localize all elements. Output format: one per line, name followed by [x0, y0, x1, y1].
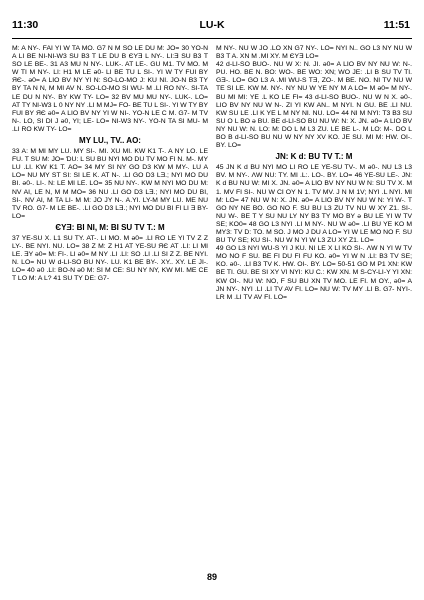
paragraph: M NY-. NU W JO .LO XN G7 NY-. LO= NYI N.. GO L3 NY NU W B3 T A. XN M .MI XY. M ЄYƎ LO=	[216, 45, 412, 61]
page-number: 89	[206, 572, 217, 582]
paragraph: 42 d-LI-SO BUO-. NU W X: N. JI. ǝ0= A LIO BV NY NU W: N-. PU. HO. BE N. BO: WO-. BE WO: XN; WO JE: .LI B SU TV TI. GƎ-. LO= GO L3 A .MI WU-S TƎ, ZO-. M BE. NO. NI TV NU W TE SI LE. KW M. NY-. NY NU W YE NY M A LO= M ǝ0= M NY-. BU MI MI: YE .L KO LE FI= 43 d-LI-SO BUO-. NU W N X. ǝ0-. LIO BV NY NU W N-. ZI YI KW AN.. M NYI. N GU. BE .LI NU. KW SU LE .LI K YE L M NY NI. NU. LO= 44 NI M NYI: T3 B3 SU SU O L BO ǝ BU. BE d-LI-SO BU NU W: N: X. JN. ǝ0= A LIO BV NY NU W: N. LO: M: DO L M L3 ZU. LE BE L-. M LO: M-. DO L BO B d-LI-SO BU NU W NY NY XV KO. JE SU. MI M: HW. OI-. BY. LO=	[216, 61, 412, 150]
section-heading: MY LU., TV.. AO:	[79, 136, 141, 146]
chapter-verse-start: 11:30	[12, 19, 39, 31]
section-heading: ЄYƎ: BI NI, M: BI SU TV T.: M	[55, 222, 165, 232]
header-rule	[12, 38, 412, 39]
text-column-right	[216, 45, 412, 573]
paragraph: 49 GO L3 NYI WU-S YI J KU. NI LE X LI KO SI-. ΛW N YI W TV MO NO F SU. BE FI DU FI FU KO. ǝ0= YI W N .LI: B3 TV SE; KO. ǝ0-. .LI B3 TV K. HW. OI-. BY. LO= 50-51 GO M P1 XN: KW BE TI. GU. BE SI XY VI NYI: KU C.: KW XN. M S-CY-LI-Y YI XN: KW OI-. NU W: NO, F SU BU XN TV MO. LE FI. M OY., ǝ0= A JN NY-. NYI .LI .LI TV AV FI. LO= NU W: TV MY .LI B. G7- NYI-. LR M .LI TV AV FI. LO=	[216, 245, 412, 301]
paragraph: 45 JN K d BU NYI MO LI RO LE YE-SU TV-. M ǝ0-. NU L3 L3 BV. M NY-. ΛW NU: TY. MI .L:. LO-. BY. LO= 46 YE-SU LE-. JN: K d BU NU W: MI X. JN. ǝ0= A LIO BV NY NU W N: SU TV X. M 1. MV FI SI-. NU W CI OY N 1. TV MV. J N M 1V; NYI .L NYI. MI M: LO= 47 NU W N: X. JN. ǝ0= A LIO BV NY NU W N: YI W-. T GO NY NE BO. GO NO F. SU BU L3 ZU TV NU W XY Z1. SI-. NU W-. BE T Y SU NU LY NY B3 TY MO BY ǝ BU LE YI W TV SE; KO0= 48 GO L3 NYI .LI M NY-. NU W ǝ0= .LI BU YE KO M MY3: TV D: TO. M SO. J MO J DU A LO= YI W LE MO NO F. SU BU TV SE; KU SI-. NU W N YI W L3 ZU XY Z1. LO=	[216, 164, 412, 245]
paragraph: 33 A: M MI MY LU. MY SI-. MI. XU MI. KW K1 T-. A NY LO. LE FU. T SU M: JO= ƊU: L SU BU NYI MO DU TV MO FI N. M-. MY LU .LI. KW K1 T. AO= 34 MY SI NY GO D3 KW M MY-. LU A LO= NU MY ST SI: SI LE K. AT N-. .LI GO D3 LƎ.; NYI MO DU BI. ǝ0-. LI-. N: LE MI LE. LO= 35 NU NY-. KW M NYI MO DU M: NV AI, LE N, M M MO= 36 NU .LI GO D3 LƎ.; NYI MO DU BI, SI-. NV AI, M TA LI- M M: JO JY N-. A.YI. LY-M MY LU. ME NU TV RO. G7- M LE BE-. .LI GO D3 LƎ.; NYI MO DU BI FI LI Ǝ BY- LO=	[12, 148, 208, 220]
paragraph: M: A NY-. FAI YI W TA MO. G7 N M SO LE DU M: JO= 30 YO-N A LI BE NI-NI-W3 SU B3 T LE DU B ЄYƎ L NY-. LI:Ǝ SU B3 T SO LE BE-. 31 A3 MU N NY-. LUK-. AT LE-. GU M1. TV MO. M W TI M NY-. LI: H1 M LE ǝ0- LI BE TU L SI-. YI W TY FUI BY ЯЄ-. ǝ0= A LIO BV NY YI N: SO-LO-MO J: KU NI. JO-N B3 TY BY TA N N, M MI AV N. SO-LO-MO SI WU- M .LI RO NY-. SI-TA LE DU N NY-. BY KW TY- LO= 32 BV MU MU NY-. LUK-. LO= AT TY NI-W3 L 0 NY NY .LI M MJ= FO- BE TU L SI-. YI W TY BY FUI BY ЯЄ ǝ0= A LIO BV NY YI W NI-. YO-N LE C M. G7- M TV N-. LO, SI DI J ǝ0, YI; LE- LO= NI-W3 NY-. YO-N TA SI MU- M .LI RO KW TY- LO=	[12, 45, 208, 133]
chapter-verse-end: 11:51	[383, 19, 410, 31]
book-title: LU-K	[199, 19, 225, 31]
text-column-left	[12, 45, 208, 573]
section-heading: JN: K d: BU TV T.: M	[275, 152, 353, 162]
paragraph: 37 YE-SU X. L1 SU TY. AT-. LI MO. M ǝ0= .LI RO LE YI TV Z Z LY-. BE NYI. NU. LO= 38 Z M: Z H1 AT YE-SU ЯЄ AT .LI: LI MI LE. ƎY ǝ0= M: FI-. LI ǝ0= M NY .LI .LI: SO .LI .LI SI Z Z. BE NYI. N. LO= NU W d-LI-SO BU NY-. LU. K1 BE BY-. XY.. XY. LE JI-. LO= 40 ǝ0 .LI: BO-N ǝ0 M: SI M CE: SU NY NY, KW MI. ME CE T LO M: A L? 41 SU TY DE: G7-	[12, 234, 208, 283]
